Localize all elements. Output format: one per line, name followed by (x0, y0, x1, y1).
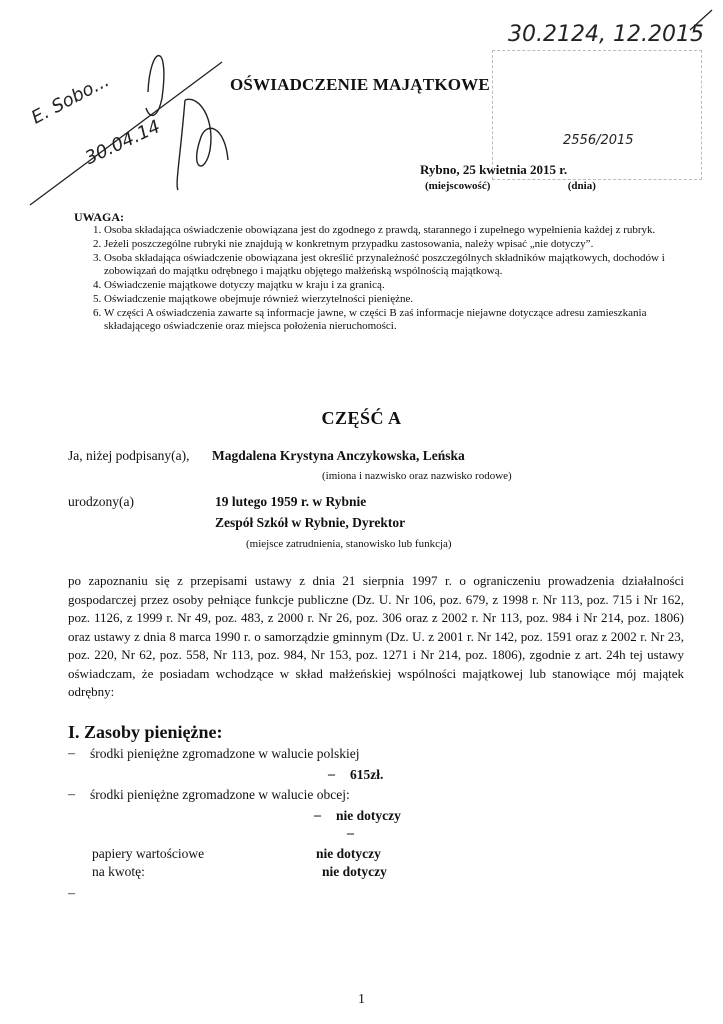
note-item: 2. Jeżeli poszczególne rubryki nie znajdują w konkretnym przypadku zastosowania, należy wpisać „nie dotyczy”. (104, 238, 696, 251)
page-number: 1 (358, 992, 365, 1007)
date-caption: (dnia) (567, 180, 596, 192)
section-title-cash: I. Zasoby pieniężne: (68, 722, 223, 742)
signature-loop (146, 56, 164, 116)
employment-value: Zespół Szkół w Rybnie, Dyrektor (215, 515, 406, 530)
handwritten-reference: 30.2124, 12.2015 (508, 22, 704, 47)
employment-caption: (miejsce zatrudnienia, stanowisko lub funkcja) (246, 538, 452, 550)
name-caption: (imiona i nazwisko oraz nazwisko rodowe) (322, 470, 512, 482)
pln-label: środki pieniężne zgromadzone w walucie polskiej (90, 746, 360, 761)
securities-value: nie dotyczy (316, 846, 381, 861)
notes-heading: UWAGA: (74, 210, 124, 224)
place-and-date: Rybno, 25 kwietnia 2015 r. (420, 162, 568, 177)
part-a-title: CZĘŚĆ A (321, 408, 402, 428)
note-item: 1. Osoba składająca oświadczenie obowiązana jest do zgodnego z prawdą, starannego i zupełnego wypełnienia każdej z rubryk. (104, 224, 696, 237)
dash-marker: – (347, 826, 354, 841)
foreign-value: nie dotyczy (336, 808, 401, 823)
dash-marker: – (328, 767, 335, 782)
dash-marker: – (68, 787, 75, 802)
note-item: 3. Osoba składająca oświadczenie obowiązana jest określić przynależność poszczególnych składników majątkowych, dochodów i zobowiązań do majątku odrębnego i majątku objętego małżeńską wspólnością majątkową. (104, 252, 696, 278)
securities-label: papiery wartościowe (92, 846, 205, 861)
note-item: 5. Oświadczenie majątkowe obejmuje również wierzytelności pieniężne. (104, 293, 696, 306)
handwritten-name: E. Sobo... (28, 70, 113, 129)
born-label: urodzony(a) (68, 494, 134, 509)
document-title: OŚWIADCZENIE MAJĄTKOWE (230, 75, 490, 94)
dash-marker: – (68, 886, 75, 901)
dash-marker: – (314, 808, 321, 823)
foreign-label: środki pieniężne zgromadzone w walucie obcej: (90, 787, 350, 802)
handwritten-date: 30.04.14 (82, 116, 164, 170)
born-value: 19 lutego 1959 r. w Rybnie (215, 494, 367, 509)
signed-label: Ja, niżej podpisany(a), (68, 448, 190, 463)
dash-marker: – (68, 746, 75, 761)
registry-stamp (492, 50, 702, 180)
notes-list (84, 224, 696, 334)
signature-mark (177, 99, 228, 190)
declarant-name: Magdalena Krystyna Anczykowska, Leńska (212, 448, 465, 463)
note-item: 4. Oświadczenie majątkowe dotyczy majątku w kraju i za granicą. (104, 279, 696, 292)
amount-label: na kwotę: (92, 864, 145, 879)
place-date-captions (425, 180, 596, 192)
place-caption: (miejscowość) (425, 180, 491, 192)
legal-paragraph: po zapoznaniu się z przepisami ustawy z dnia 21 sierpnia 1997 r. o ograniczeniu prowadzenia działalności gospodarczej przez osoby pełniące funkcje publiczne (Dz. U. Nr 106, poz. 679, z 1998 r. Nr 113, poz. 715 i Nr 162, poz. 1126, z 1999 r. Nr 49, poz. 483, z 2000 r. Nr 26, poz. 306 oraz z 2002 r. Nr 113, poz. 984 i Nr 214, poz. 1806) oraz ustawy z dnia 8 marca 1990 r. o samorządzie gminnym (Dz. U. z 2001 r. Nr 142, poz. 1591 oraz z 2002 r. Nr 23, poz. 220, Nr 62, poz. 558, Nr 113, poz. 984, Nr 153, poz. 1271 i Nr 214, poz. 1806), zgodnie z art. 24h tej ustawy oświadczam, że posiadam wchodzące w skład małżeńskiej wspólności majątkowej lub stanowiące mój majątek odrębny: (68, 573, 684, 699)
stamp-number: 2556/2015 (563, 133, 634, 148)
amount-value: nie dotyczy (322, 864, 387, 879)
pln-value: 615zł. (350, 767, 384, 782)
note-item: 6. W części A oświadczenia zawarte są informacje jawne, w części B zaś informacje niejawne dotyczące adresu zamieszkania składającego oświadczenie oraz miejsca położenia nieruchomości. (104, 307, 696, 333)
